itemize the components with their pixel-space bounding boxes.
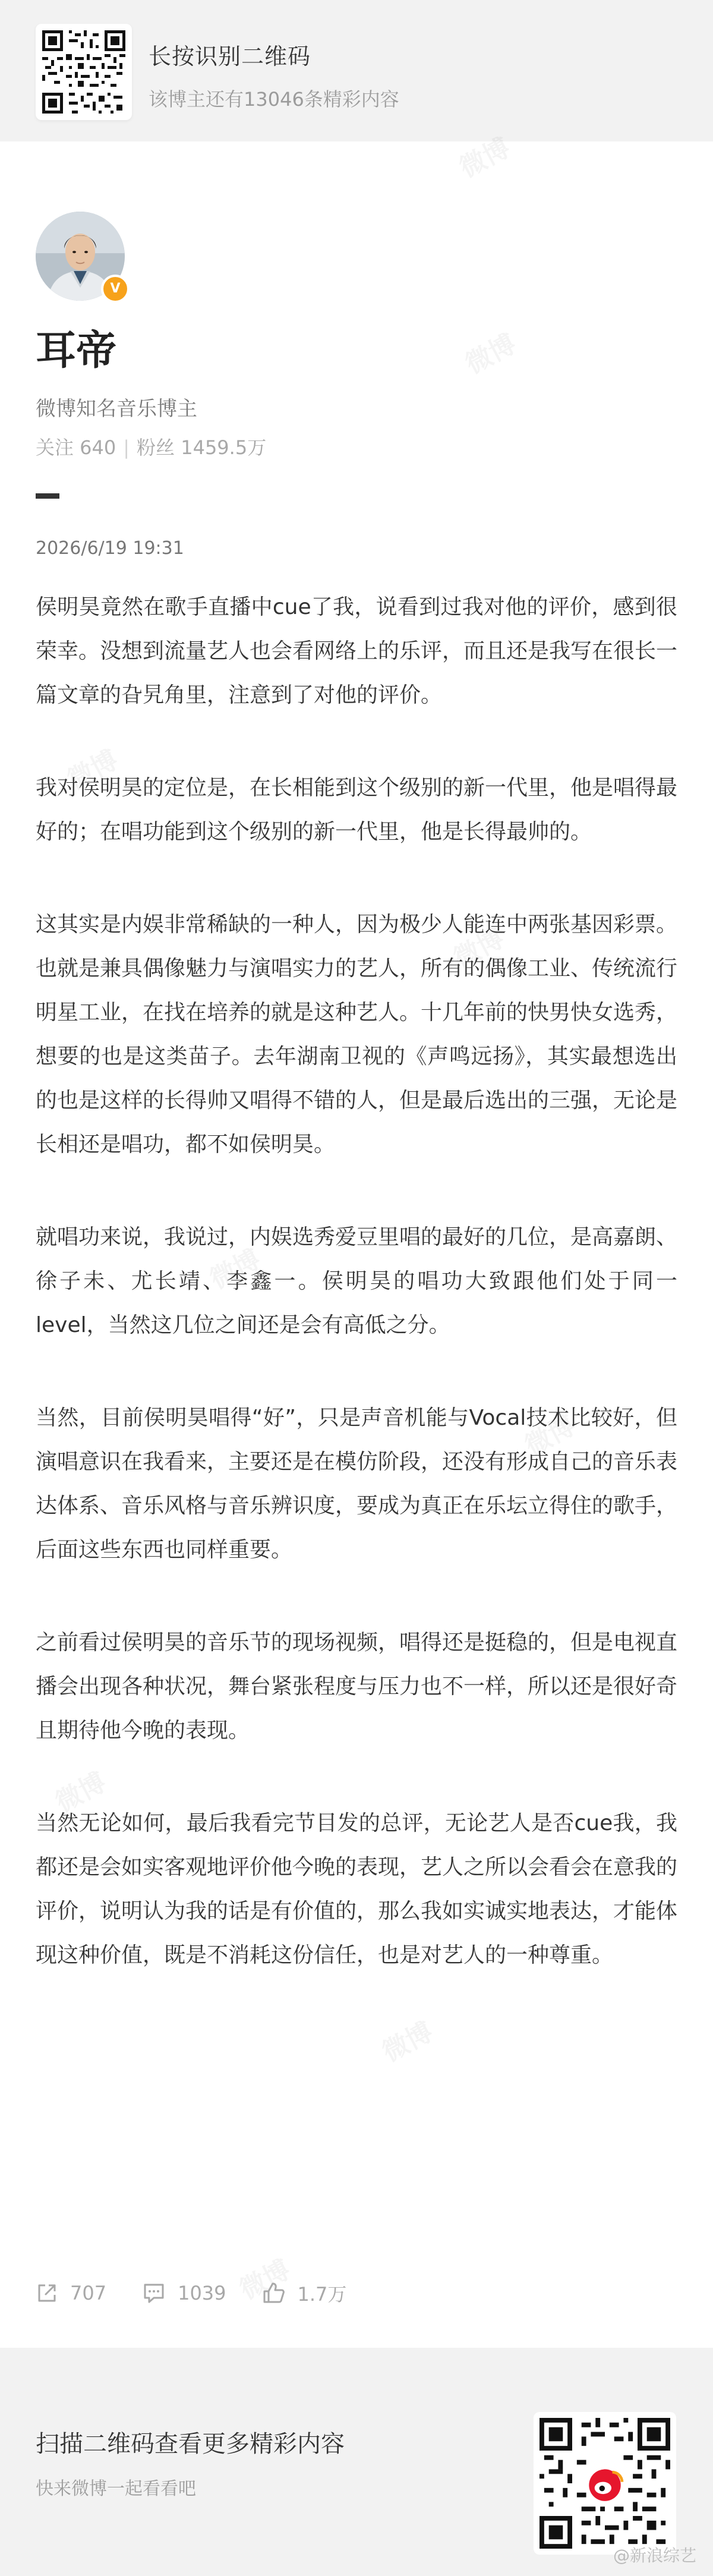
watermark xyxy=(458,323,522,381)
qr-code-graphic xyxy=(540,2418,670,2549)
top-banner-subtitle: 该博主还有13046条精彩内容 xyxy=(149,88,399,111)
like-button[interactable] xyxy=(262,2279,347,2307)
post-paragraph: 就唱功来说，我说过，内娱选秀爱豆里唱的最好的几位，是高嘉朗、徐子未、尤长靖、李鑫一。侯明昊的唱功大致跟他们处于同一level，当然这几位之间还是会有高低之分。 xyxy=(36,1225,678,1337)
fans-count[interactable]: 粉丝 1459.5万 xyxy=(137,436,267,459)
bottom-banner-title: 扫描二维码查看更多精彩内容 xyxy=(36,2430,345,2458)
verified-badge-icon: V xyxy=(101,275,130,303)
qr-code-icon[interactable] xyxy=(534,2412,676,2555)
post-paragraph: 当然无论如何，最后我看完节目发的总评，无论艺人是否cue我，我都还是会如实客观地评价他今晚的表现，艺人之所以会看会在意我的评价，说明认为我的话是有价值的，那么我如实诚实地表达，才能体现这种价值，既是不消耗这份信任，也是对艺人的一种尊重。 xyxy=(36,1811,678,1967)
top-qr-banner xyxy=(0,0,713,141)
comment-button[interactable] xyxy=(142,2282,226,2304)
qr-code-icon[interactable] xyxy=(36,24,132,120)
thumbs-up-icon xyxy=(262,2281,286,2305)
comment-count: 1039 xyxy=(178,2282,226,2304)
stats-divider: | xyxy=(123,436,130,459)
qr-code-graphic xyxy=(42,30,125,114)
share-count: 707 xyxy=(70,2282,107,2304)
like-count: 1.7万 xyxy=(297,2283,347,2306)
user-stats xyxy=(36,433,266,460)
share-button[interactable] xyxy=(36,2282,106,2304)
post-paragraph: 当然，目前侯明昊唱得“好”，只是声音机能与Vocal技术比较好，但演唱意识在我看来，主要还是在模仿阶段，还没有形成自己的音乐表达体系、音乐风格与音乐辨识度，要成为真正在乐坛立得住的歌手，后面这些东西也同样重要。 xyxy=(36,1406,678,1562)
post-date: 2026/6/19 19:31 xyxy=(36,538,184,559)
post-paragraph: 我对侯明昊的定位是，在长相能到这个级别的新一代里，他是唱得最好的；在唱功能到这个级别的新一代里，他是长得最帅的。 xyxy=(36,776,678,844)
top-banner-title: 长按识别二维码 xyxy=(149,43,311,70)
follow-count[interactable]: 关注 640 xyxy=(36,436,116,459)
username[interactable]: 耳帝 xyxy=(36,327,117,374)
footer-watermark: @新浪综艺 xyxy=(613,2546,696,2565)
comment-icon xyxy=(142,2282,166,2304)
bottom-banner-subtitle: 快来微博一起看看吧 xyxy=(36,2479,196,2499)
post-paragraph: 这其实是内娱非常稀缺的一种人，因为极少人能连中两张基因彩票。也就是兼具偶像魅力与演唱实力的艺人，所有的偶像工业、传统流行明星工业，在找在培养的就是这种艺人。十几年前的快男快女选秀，想要的也是这类苗子。去年湖南卫视的《声鸣远扬》，其实最想选出的也是这样的长得帅又唱得不错的人，但是最后选出的三强，无论是长相还是唱功，都不如侯明昊。 xyxy=(36,912,678,1157)
share-icon xyxy=(36,2282,58,2304)
action-bar xyxy=(36,2275,382,2311)
bottom-qr-banner xyxy=(0,2348,713,2576)
post-paragraph: 之前看过侯明昊的音乐节的现场视频，唱得还是挺稳的，但是电视直播会出现各种状况，舞台紧张程度与压力也不一样，所以还是很好奇且期待他今晚的表现。 xyxy=(36,1630,678,1743)
post-body xyxy=(36,585,677,1977)
watermark xyxy=(374,2011,438,2069)
post-paragraph: 侯明昊竟然在歌手直播中cue了我，说看到过我对他的评价，感到很荣幸。没想到流量艺人也会看网络上的乐评，而且还是我写在很长一篇文章的旮旯角里，注意到了对他的评价。 xyxy=(36,595,678,707)
section-divider xyxy=(36,493,59,499)
user-description: 微博知名音乐博主 xyxy=(36,397,197,421)
